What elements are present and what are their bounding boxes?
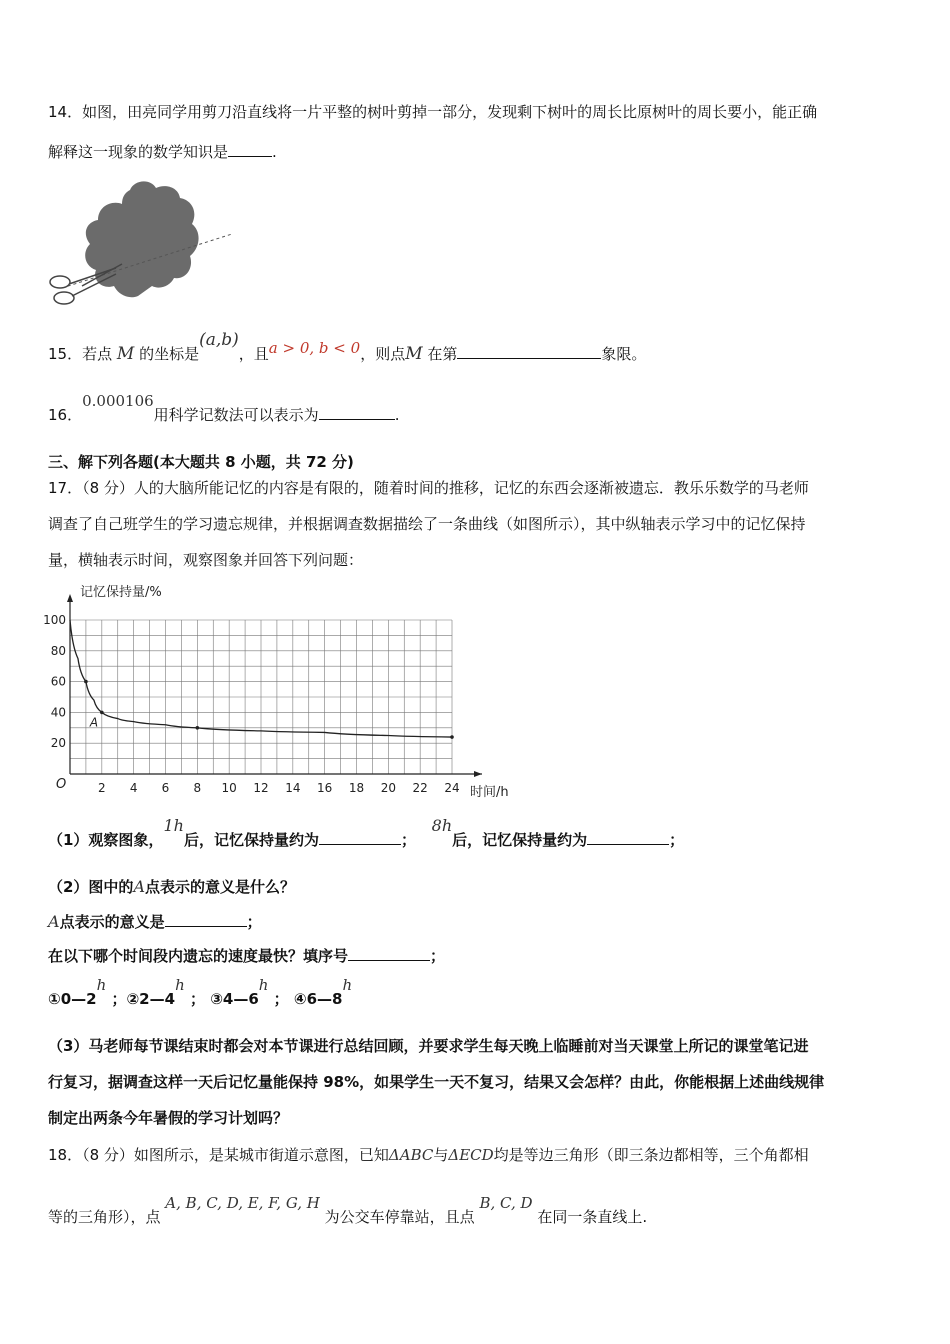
q17-p2-blank1 — [165, 912, 247, 927]
y-tick-label: 20 — [50, 736, 66, 751]
q15-t1: 的坐标是 — [139, 345, 200, 363]
q15-coord: (a,b) — [199, 330, 239, 350]
q17-p1-a: （1）观察图象， — [48, 831, 164, 849]
chart-axes — [67, 594, 482, 777]
y-tick-label: 40 — [50, 705, 66, 720]
q17-p2-line3: 在以下哪个时间段内遗忘的速度最快？填序号 — [48, 947, 349, 965]
q17-p2-line2: 点表示的意义是 — [59, 913, 165, 931]
x-tick-label: 4 — [129, 781, 138, 795]
q16-end: . — [394, 406, 400, 424]
x-tick-label: 24 — [444, 781, 460, 795]
q14-line2 — [48, 141, 277, 162]
q17-part3-line2: 行复习，据调查这样一天后记忆量能保持 98%，如果学生一天不复习，结果又会怎样？由此，你能根据上述曲线规律 — [48, 1073, 825, 1091]
x-tick-label: 22 — [412, 781, 428, 795]
q17-p2-line3-end: ； — [430, 947, 446, 965]
chart-series — [70, 620, 454, 739]
x-tick-label: 2 — [98, 781, 106, 795]
q17-opt1-h: h — [96, 976, 107, 994]
x-tick-label: 8 — [193, 781, 202, 795]
q17-p1-sep: ； — [400, 831, 416, 849]
q17-p2-a: A — [133, 877, 146, 896]
x-axis-arrow — [474, 771, 482, 777]
x-tick-label: 14 — [285, 781, 301, 795]
q18-l2-a: 等的三角形），点 — [48, 1208, 161, 1226]
q17-part3-line3: 制定出两条今年暑假的学习计划吗？ — [48, 1109, 289, 1127]
q14-end: . — [272, 143, 277, 161]
q17-opt2-h: h — [175, 976, 185, 994]
q18-l1-b: 与 — [433, 1146, 449, 1164]
q18-line2 — [48, 1194, 648, 1227]
q15-t3: ，则点 — [360, 345, 406, 363]
q18-l1-a: 18．（8 分）如图所示，是某城市街道示意图，已知 — [48, 1146, 389, 1164]
q18-tri2: ΔECD — [448, 1146, 494, 1164]
data-point — [100, 711, 104, 715]
y-axis-label: 记忆保持量/% — [80, 585, 162, 600]
q17-line2: 调查了自己班学生的学习遗忘规律，并根据调查数据描绘了一条曲线（如图所示），其中纵轴表示学习中的记忆保持 — [48, 515, 806, 533]
q17-p1-c: 后，记忆保持量约为 — [452, 831, 588, 849]
chart-ticks — [43, 613, 460, 795]
q16-blank — [319, 405, 395, 420]
data-point — [84, 680, 88, 684]
q17-part2-line2 — [48, 911, 262, 932]
q14-blank — [228, 142, 272, 157]
q18-l2-b: 为公交车停靠站，且点 — [324, 1208, 475, 1226]
q17-p1-1h: 1h — [163, 816, 184, 835]
q16-line — [48, 392, 400, 425]
q17-opt1: ①0—2 — [48, 990, 97, 1008]
origin-label: O — [56, 777, 67, 792]
q14-text: 解释这一现象的数学知识是 — [48, 143, 229, 161]
x-tick-label: 20 — [380, 781, 396, 795]
data-point — [450, 735, 454, 739]
q16-t1: 用科学记数法可以表示为 — [153, 406, 319, 424]
q17-p1-blank1 — [319, 830, 401, 845]
q17-line3: 量，横轴表示时间，观察图象并回答下列问题： — [48, 551, 364, 569]
q18-points: A, B, C, D, E, F, G, H — [165, 1194, 320, 1212]
q18-l2-c: 在同一条直线上. — [537, 1208, 648, 1226]
q17-opt2: ；②2—4 — [111, 990, 176, 1008]
memory-curve-chart — [40, 578, 520, 800]
q17-p1-b: 后，记忆保持量约为 — [183, 831, 319, 849]
q16-num: 16． — [48, 406, 83, 424]
x-axis-label: 时间/h — [470, 785, 509, 800]
q18-points2: B, C, D — [479, 1194, 533, 1212]
leaf-shape — [85, 181, 198, 297]
y-tick-label: 100 — [43, 613, 66, 627]
q15-t2: ，且 — [238, 345, 269, 363]
q17-p2-line2-end: ； — [246, 913, 262, 931]
x-tick-label: 16 — [317, 781, 333, 795]
q17-options — [48, 976, 353, 1009]
q17-p2-title: （2）图中的 — [48, 878, 134, 896]
q15-line — [48, 330, 647, 364]
q15-point-m-2: M — [405, 344, 423, 364]
x-tick-label: 6 — [161, 781, 170, 795]
q18-line1 — [48, 1144, 809, 1165]
y-tick-label: 80 — [50, 643, 66, 658]
x-tick-label: 18 — [348, 781, 365, 795]
q17-part2-title — [48, 876, 295, 897]
q15-t5: 象限。 — [601, 345, 647, 363]
data-point — [196, 726, 200, 730]
q17-p2-a-2: A — [48, 912, 60, 931]
x-tick-label: 10 — [221, 781, 237, 795]
q17-opt4: ； ④6—8 — [273, 990, 343, 1008]
q17-part2-line3 — [48, 945, 445, 966]
q17-line1: 17．（8 分）人的大脑所能记忆的内容是有限的，随着时间的推移，记忆的东西会逐渐被遗忘．教乐乐数学的马老师 — [48, 479, 809, 497]
q15-condition: a > 0, b < 0 — [268, 339, 361, 357]
leaf-scissors-figure — [42, 178, 242, 318]
q17-part3-line1: （3）马老师每节课结束时都会对本节课进行总结回顾，并要求学生每天晚上临睡前对当天课堂上所记的课堂笔记进 — [48, 1037, 809, 1055]
q14-line1: 14．如图，田亮同学用剪刀沿直线将一片平整的树叶剪掉一部分，发现剩下树叶的周长比原树叶的周长要小，能正确 — [48, 103, 818, 121]
q17-p2-blank2 — [348, 946, 430, 961]
section3-title: 三、解下列各题(本大题共 8 小题，共 72 分) — [48, 453, 354, 471]
q17-part1 — [48, 816, 685, 850]
q15-t4: 在第 — [427, 345, 458, 363]
q15-blank — [457, 344, 601, 359]
q17-p1-end: ； — [669, 831, 685, 849]
x-tick-label: 12 — [253, 781, 269, 795]
chart-grid — [70, 620, 452, 774]
q15-num: 15．若点 — [48, 345, 113, 363]
q17-opt3: ； ③4—6 — [189, 990, 259, 1008]
q17-opt4-h: h — [342, 976, 353, 994]
q17-p1-8h: 8h — [431, 816, 453, 835]
q17-p2-title-end: 点表示的意义是什么？ — [145, 878, 296, 896]
y-axis-arrow — [67, 594, 73, 602]
q17-p1-blank2 — [587, 830, 669, 845]
q15-point-m: M — [116, 344, 135, 364]
q17-opt3-h: h — [258, 976, 269, 994]
q16-value: 0.000106 — [82, 392, 154, 410]
q18-l1-c: 均是等边三角形（即三条边都相等，三个角都相 — [493, 1146, 809, 1164]
q18-tri1: ΔABC — [388, 1146, 434, 1164]
annotation-a: A — [89, 715, 99, 730]
y-tick-label: 60 — [50, 674, 66, 689]
